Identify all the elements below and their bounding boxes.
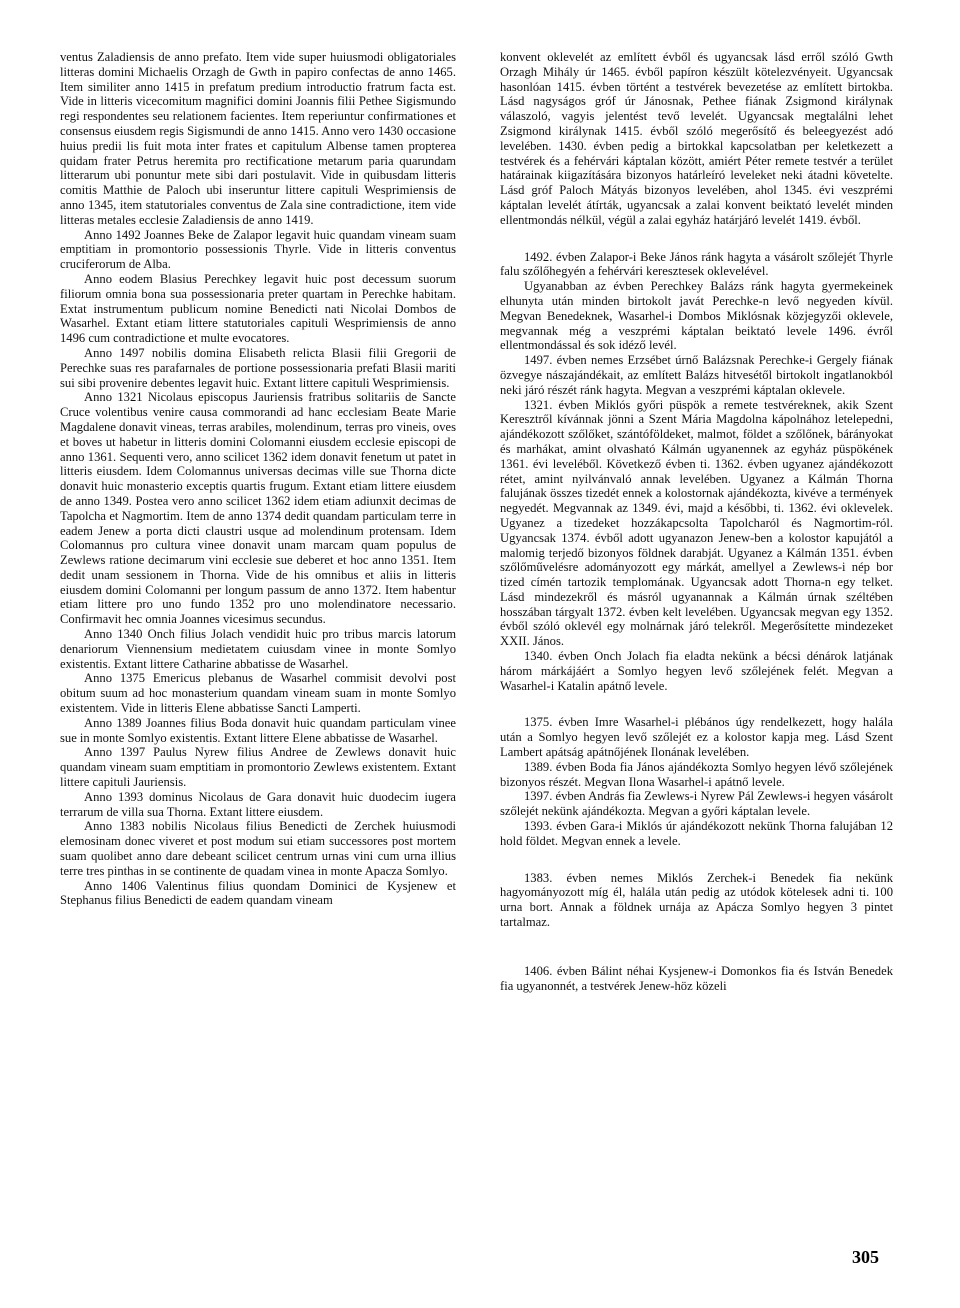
latin-paragraph-4: Anno 1497 nobilis domina Elisabeth relicta Blasii filii Gregorii de Perechke suas res parafarnales de portione possessionaria prefati Blasii mariti sui sibi provenire debentes legavit huic. Extant littere capituli Wesprimiensis. (60, 345, 456, 390)
hungarian-paragraph-9: 1397. évben András fia Zewlews-i Nyrew Pál Zewlews-i hegyen vásárolt szőlejét nekünk ajándékozta. Megvan a győri káptalan levele. (500, 789, 893, 819)
hungarian-paragraph-7: 1375. évben Imre Wasarhel-i plébános úgy rendelkezett, hogy halála után a Somlyo hegyen levő szőlejét ez a kolostor kapja meg. Lásd Szent Lambert apátság apátnőjének Ilonának levelében. (500, 715, 893, 760)
latin-paragraph-12: Anno 1406 Valentinus filius quondam Dominici de Kysjenew et Stephanus filius Benedicti de eadem quandam vineam (60, 878, 456, 908)
latin-paragraph-9: Anno 1397 Paulus Nyrew filius Andree de Zewlews donavit huic quandam vineam suam emptitiam in promontorio Zewlews existentem. Extant littere capituli Jauriensis. (60, 745, 456, 790)
hungarian-paragraph-6: 1340. évben Onch Jolach fia eladta nekünk a bécsi dénárok latjának három márkájáért a Somlyo hegyen levő szőlejének felét. Megvan a Wasarhel-i Katalin apátnő levele. (500, 649, 893, 693)
latin-paragraph-11: Anno 1383 nobilis Nicolaus filius Benedicti de Zerchek huiusmodi elemosinam donec viveret et post modum sui etiam successores post mortem suam quolibet anno dare debeant scilicet centrum urnas vini cum urna illius terre tres pinthas in se continente de quadam vinea in monte Apacza Somlyo. (60, 819, 456, 878)
latin-paragraph-7: Anno 1375 Emericus plebanus de Wasarhel commisit devolvi post obitum suum ad hoc monasterium quandam vineam suam in monte Somlyo existentem. Vide in litteris Elene abbatisse Sancti Lamperti. (60, 671, 456, 716)
hungarian-paragraph-2: 1492. évben Zalapor-i Beke János ránk hagyta a vásárolt szőlejét Thyrle falu szőlőhegyén a fehérvári keresztesek oklevelével. (500, 249, 893, 279)
hungarian-paragraph-1: konvent oklevelét az említett évből és ugyancsak lásd erről szóló Gwth Orzagh Mihály úr 1465. évből papíron készült kötelezvényeit. Ugyancsak hasonlóan 1415. évben történt a testvérek bevezetése az említett birtokba. Lásd nagyságos gróf úr Jánosnak, Pethee fiának Zsigmond királynak válaszoló, vagyis jelentést tevő levelét. Ugyancsak megtalálni lehet Zsigmond királynak 1415. évből szóló megerősítő és beleegyezést adó levelében. 1430. évben pedig a birtokkal kapcsolatban per keletkezett a testvérek és a fehérvári káptalan között, amiért Péter remete testvér a terület határainak kiigazítására bizonyos határleíró leveleket neki átadni követelte. Lásd gróf Paloch Mátyás bizonyos levelében, ahol 1345. évi veszprémi káptalan levelét átírták, ugyancsak a zalai konvent beiktató levelét minden ellentmondás nélkül, végül a zalai egyház határjáró levelét 1419. évből. (500, 50, 893, 227)
latin-column (60, 50, 456, 908)
hungarian-paragraph-10: 1393. évben Gara-i Miklós úr ajándékozott nekünk Thorna falujában 12 hold földet. Megvan ennek a levele. (500, 819, 893, 848)
latin-paragraph-3: Anno eodem Blasius Perechkey legavit huic post decessum suorum filiorum omnia bona sua possessionaria preter quartam in Perechke habitam. Extat instrumentum publicum nomine Benedicti nati Nicolai Dombos de Wasarhel. Extant etiam littere statutoriales capituli Wesprimiensis de anno 1496 cum contradictione et multe evocatores. (60, 271, 456, 346)
latin-paragraph-8: Anno 1389 Joannes filius Boda donavit huic quandam particulam vinee sue in monte Somlyo existentis. Extant littere Elene abbatisse de Wasarhel. (60, 715, 456, 745)
hungarian-paragraph-8: 1389. évben Boda fia János ajándékozta Somlyo hegyen lévő szőlejének bizonyos részét. Megvan Ilona Wasarhel-i apátnő levele. (500, 759, 893, 789)
hungarian-paragraph-12: 1406. évben Bálint néhai Kysjenew-i Domonkos fia és István Benedek fia ugyanonnét, a testvérek Jenew-höz közeli (500, 963, 893, 993)
latin-paragraph-2: Anno 1492 Joannes Beke de Zalapor legavit huic quandam vineam suam emptitiam in promontorio possessionis Thyrle. Vide in litteris conventus cruciferorum de Alba. (60, 227, 456, 272)
hungarian-column (500, 50, 893, 993)
latin-paragraph-6: Anno 1340 Onch filius Jolach vendidit huic pro tribus marcis latorum denariorum Viennensium medietatem cuiusdam vinee in monte Somlyo existentis. Extant littere Catharine abbatisse de Wasarhel. (60, 627, 456, 671)
hungarian-paragraph-11: 1383. évben nemes Miklós Zerchek-i Benedek fia nekünk hagyományozott míg él, halála után pedig az utódok kötelesek adni ti. 100 urna bort. Annak a földnek urnája az Apácza Somlyo hegyen 3 pintet tartalmaz. (500, 870, 893, 930)
hungarian-paragraph-5: 1321. évben Miklós győri püspök a remete testvéreknek, akik Szent Keresztről kívánnak jönni a Szent Mária Magdolna kápolnához letelepedni, ajándékozott szőlőket, szántóföldeket, malmot, földet a szőlőnek, bárányokat és marhákat, amint olvasható Kálmán ugyanennek az egyház püspökének 1361. évi leveléből. Következő évben ti. 1362. évben ugyanez ajándékozott rétet, amint nyilvánvaló annak levelében. Ugyanez a Kálmán Thorna falujának összes tizedét ennek a kolostornak ajándékozta, kivéve a termények negyedét. Megvannak az 1349. évi, majd a későbbi, ti. 1362. évi oklevelek. Ugyanez a tizedeket hozzákapcsolta Tapolcharól és Nagmortim-ról. Ugyancsak 1374. évből adott ugyanazon Jenew-ben a kolostor kapujától a malomig terjedő bizonyos földnek darabját. Ugyanez a Kálmán 1351. évben szőlőművelésre adományozott egy márkát, amellyel a Zewlews-i nép bor tized címén tartozik templomának. Ugyancsak adott Thorna-n egy telket. Lásd mindezekről és másról ugyanannak a Kálmán úrnak széltében hosszában tárgyalt 1372. évben kelt levelében. Ugyancsak megvan egy 1352. évből szóló oklevél egy molnárnak járó telekről. Megerősítette mindezeket XXII. János. (500, 397, 893, 649)
hungarian-paragraph-4: 1497. évben nemes Erzsébet úrnő Balázsnak Perechke-i Gergely fiának özvegye nászajándékait, az említett Balázs hitvesétől birtokolt ingatlanokból neki járó részét ránk hagyta. Megvan a veszprémi káptalan oklevele. (500, 353, 893, 397)
latin-paragraph-10: Anno 1393 dominus Nicolaus de Gara donavit huic duodecim iugera terrarum de villa sua Thorna. Extant littere eiusdem. (60, 789, 456, 819)
page-number: 305 (852, 1247, 879, 1267)
latin-paragraph-5: Anno 1321 Nicolaus episcopus Jauriensis fratribus solitariis de Sancte Cruce volentibus venire causa commorandi ad hanc ecclesiam Beate Marie Magdalene donavit vineas, terras arabiles, molendinum, terras pro vineis, oves et boves ut habetur in litteris domini Colomanni eiusdem ecclesie episcopi de anno 1361. Sequenti vero, anno scilicet 1362 idem donavit fenetum ut patet in litteris eiusdem. Idem Colomannus universas decimas ville sue Thorna dicte donavit huic monasterio exceptis quartis frugum. Extant etiam littere eiusdem de anno 1349. Postea vero anno scilicet 1362 idem etiam adiunxit decimas de Tapolcha et Nagmortim. Item de anno 1374 dedit quandam particulam terre in eadem Jenew a porta dicti claustri usque ad molendinum protensam. Idem Colomannus pro cultura vinee donavit unam marcam quam populus de Zewlews ratione decimarum vini ecclesie sue deberet et hoc anno 1351. Item dedit unam sessionem in Thorna. Vide de his omnibus et aliis in litteris eiusdem domini Colomanni per longum passum de anno 1372. Item habentur etiam littere pro uno fundo 1352 pro uno molendinatore necessario. Confirmavit hec omnia Joannes vicesimus secundus. (60, 390, 456, 627)
hungarian-paragraph-3: Ugyanabban az évben Perechkey Balázs ránk hagyta gyermekeinek elhunyta után minden birtokolt javát Perechke-n levő negyeden kívül. Megvan Benedeknek, Wasarhel-i Dombos Miklósnak közjegyzői oklevele, megvannak még a veszprémi káptalan beiktató levele 1496. évről ellentmondással és sok idéző levél. (500, 279, 893, 353)
latin-paragraph-1: ventus Zaladiensis de anno prefato. Item vide super huiusmodi obligatoriales litteras domini Michaelis Orzagh de Gwth in papiro confectas de anno 1465. Item similiter anno 1415 in prefatum predium introductio fratrum facta est. Vide in litteris vicecomitum magnifici domini Joannis filii Pethee Sigismundo regi respondentes seu relationem facientes. Item reperiuntur confirmationes et consensus eiusdem regis Sigismundi de anno 1415. Anno vero 1430 occasione huius predii lis fuit mota inter frates et capitulum Albense tamen propterea quidam frater Petrus heremita pro rectificatione metarum paria quarundam litterarum ubi ponuntur mete sibi dari postulavit. Vide in quibusdam litteris comitis Matthie de Paloch ubi inseruntur littere capituli Wesprimiensis de anno 1345, item statutoriales conventus de Zala sine contradictione, item vide litteras metales ecclesie Zaladiensis de anno 1419. (60, 50, 456, 227)
